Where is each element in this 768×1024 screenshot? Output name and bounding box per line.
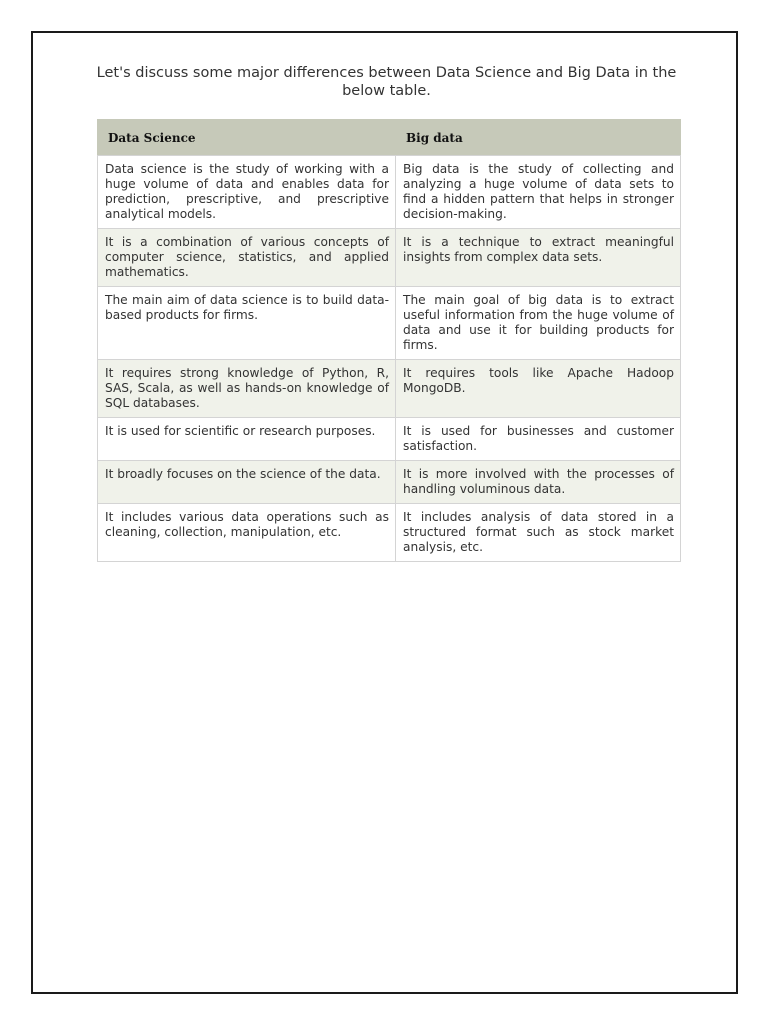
table-cell: It requires strong knowledge of Python, R, SAS, Scala, as well as hands-on knowledge of SQL databases. [98,360,396,418]
table-cell: It requires tools like Apache Hadoop MongoDB. [396,360,681,418]
comparison-table [97,119,681,562]
table-cell: The main aim of data science is to build data-based products for firms. [98,287,396,360]
table-cell: It is a combination of various concepts of computer science, statistics, and applied mathematics. [98,229,396,287]
table-row [98,360,681,418]
document-page [31,31,738,994]
table-row [98,156,681,229]
table-row [98,504,681,562]
header-data-science: Data Science [98,120,396,156]
table-row [98,418,681,461]
intro-text: Let's discuss some major differences between Data Science and Big Data in the below table. [96,65,677,99]
table-cell: It includes analysis of data stored in a structured format such as stock market analysis, etc. [396,504,681,562]
table-row [98,287,681,360]
table-cell: The main goal of big data is to extract useful information from the huge volume of data and use it for building products for firms. [396,287,681,360]
table-row [98,229,681,287]
table-cell: Big data is the study of collecting and analyzing a huge volume of data sets to find a hidden pattern that helps in stronger decision-making. [396,156,681,229]
table-row [98,461,681,504]
table-cell: It is more involved with the processes of handling voluminous data. [396,461,681,504]
table-cell: It includes various data operations such as cleaning, collection, manipulation, etc. [98,504,396,562]
header-big-data: Big data [396,120,681,156]
table-cell: Data science is the study of working with a huge volume of data and enables data for prediction, prescriptive, and prescriptive analytical models. [98,156,396,229]
table-cell: It is used for businesses and customer satisfaction. [396,418,681,461]
table-header-row [98,120,681,156]
table-cell: It is used for scientific or research purposes. [98,418,396,461]
table-cell: It is a technique to extract meaningful insights from complex data sets. [396,229,681,287]
table-cell: It broadly focuses on the science of the data. [98,461,396,504]
